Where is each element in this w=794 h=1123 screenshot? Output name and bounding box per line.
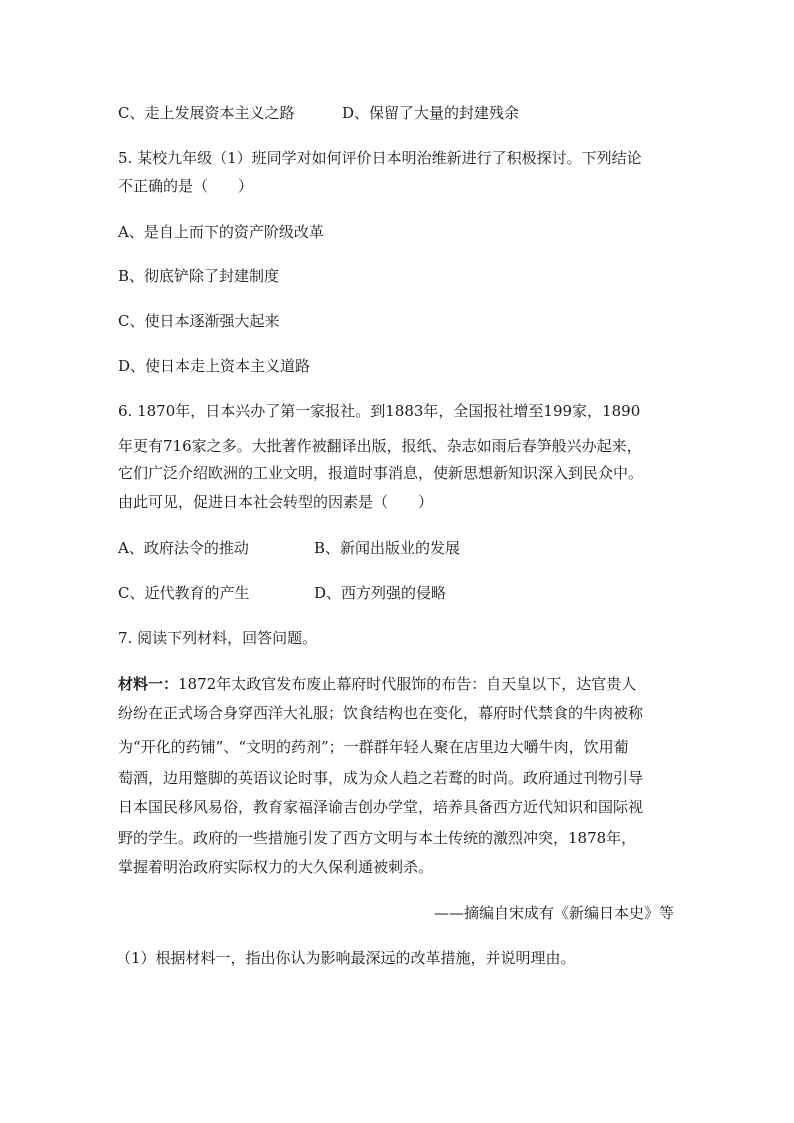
q4-option-d: D、保留了大量的封建残余 (342, 104, 520, 122)
q5-stem-line2: 不正确的是（ ） (118, 177, 254, 195)
q7-stem: 7. 阅读下列材料，回答问题。 (118, 629, 318, 647)
q6-option-c: C、近代教育的产生 (118, 584, 250, 602)
q5-stem-line1: 5. 某校九年级（1）班同学对如何评价日本明治维新进行了积极探讨。下列结论 (118, 149, 642, 167)
q6-option-d: D、西方列强的侵略 (314, 584, 447, 602)
q7-material-line6: 野的学生。政府的一些措施引发了西方文明与本土传统的激烈冲突，1878年， (118, 829, 637, 847)
q6-stem-line3: 它们广泛介绍欧洲的工业文明，报道时事消息，使新思想新知识深入到民众中。 (118, 464, 644, 482)
q6-stem-line4: 由此可见，促进日本社会转型的因素是（ ） (118, 493, 434, 511)
q6-stem-line2: 年更有716家之多。大批著作被翻译出版，报纸、杂志如雨后春笋般兴办起来， (118, 437, 642, 455)
q7-material-line7: 掌握着明治政府实际权力的大久保利通被刺杀。 (118, 858, 434, 876)
q5-option-c: C、使日本逐渐强大起来 (118, 312, 280, 330)
q4-options-row (118, 103, 520, 123)
q6-options-row2 (118, 583, 447, 603)
q6-options-row1 (118, 538, 461, 558)
q7-material-line1 (118, 674, 636, 694)
q7-material-line5: 日本国民移风易俗，教育家福泽谕吉创办学堂，培养具备西方近代知识和国际视 (118, 798, 644, 816)
q7-material-line2: 纷纷在正式场合身穿西洋大礼服；饮食结构也在变化，幕府时代禁食的牛肉被称 (118, 704, 644, 722)
q6-option-b: B、新闻出版业的发展 (314, 539, 461, 557)
q4-option-c: C、走上发展资本主义之路 (118, 104, 295, 122)
q7-material-line3: 为“开化的药铺”、“文明的药剂”；一群群年轻人聚在店里边大嚼牛肉，饮用葡 (118, 738, 629, 756)
q5-option-d: D、使日本走上资本主义道路 (118, 357, 311, 375)
q6-option-a: A、政府法令的推动 (118, 539, 249, 557)
q5-option-b: B、彻底铲除了封建制度 (118, 267, 280, 285)
q7-material-line4: 萄酒，边用蹩脚的英语议论时事，成为众人趋之若鹜的时尚。政府通过刊物引导 (118, 769, 644, 787)
q7-material-label: 材料一： (118, 675, 179, 693)
q6-stem-line1: 6. 1870年，日本兴办了第一家报社。到1883年，全国报社增至199家，1890 (118, 402, 641, 420)
q7-subquestion-1: （1）根据材料一，指出你认为影响最深远的改革措施，并说明理由。 (116, 949, 576, 967)
q5-option-a: A、是自上而下的资产阶级改革 (118, 223, 324, 241)
q7-source-citation: ——摘编自宋成有《新编日本史》等 (433, 904, 674, 922)
q7-material-text1: 1872年太政官发布废止幕府时代服饰的布告：自天皇以下，达官贵人 (178, 675, 637, 693)
